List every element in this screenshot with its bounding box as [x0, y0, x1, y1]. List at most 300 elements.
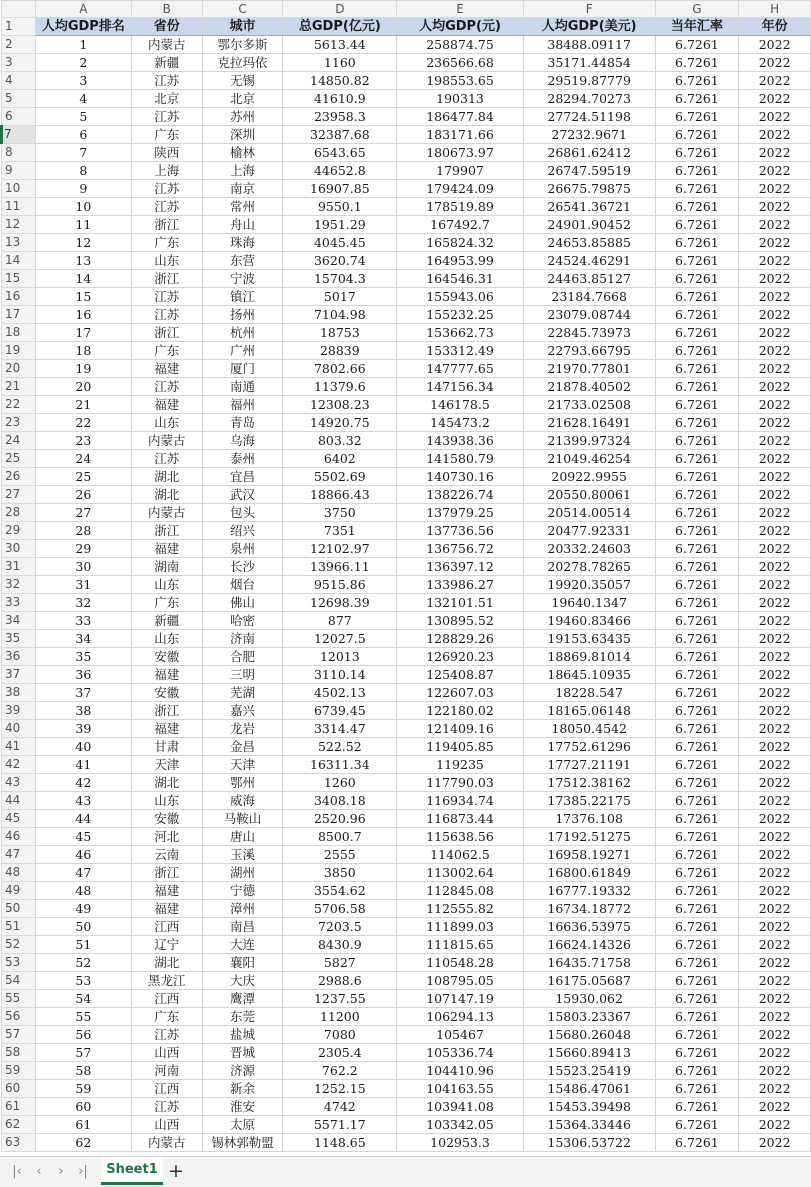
row-number[interactable]: 11 [2, 198, 36, 216]
cell-gdp-per-capita-usd[interactable]: 26675.79875 [523, 180, 655, 198]
cell-province[interactable]: 山西 [131, 1116, 202, 1134]
row-number[interactable]: 43 [2, 774, 36, 792]
cell-rank[interactable]: 44 [35, 810, 131, 828]
cell-province[interactable]: 福建 [131, 540, 202, 558]
cell-gdp-per-capita-usd[interactable]: 17512.38162 [523, 774, 655, 792]
cell-gdp-per-capita-cny[interactable]: 104410.96 [397, 1062, 524, 1080]
cell-rank[interactable]: 15 [35, 288, 131, 306]
cell-city[interactable]: 大庆 [202, 972, 283, 990]
cell-exchange-rate[interactable]: 6.7261 [655, 306, 739, 324]
cell-gdp-per-capita-cny[interactable]: 141580.79 [397, 450, 524, 468]
cell-exchange-rate[interactable]: 6.7261 [655, 738, 739, 756]
row-number[interactable]: 1 [2, 18, 36, 36]
row-number[interactable]: 38 [2, 684, 36, 702]
row-number[interactable]: 12 [2, 216, 36, 234]
cell-gdp-per-capita-cny[interactable]: 133986.27 [397, 576, 524, 594]
cell-total-gdp[interactable]: 522.52 [283, 738, 397, 756]
cell-gdp-per-capita-cny[interactable]: 178519.89 [397, 198, 524, 216]
cell-exchange-rate[interactable]: 6.7261 [655, 630, 739, 648]
cell-city[interactable]: 济源 [202, 1062, 283, 1080]
cell-gdp-per-capita-cny[interactable]: 117790.03 [397, 774, 524, 792]
cell-rank[interactable]: 2 [35, 54, 131, 72]
cell-total-gdp[interactable]: 9515.86 [283, 576, 397, 594]
cell-total-gdp[interactable]: 15704.3 [283, 270, 397, 288]
cell-gdp-per-capita-usd[interactable]: 15930.062 [523, 990, 655, 1008]
cell-total-gdp[interactable]: 3314.47 [283, 720, 397, 738]
cell-year[interactable]: 2022 [739, 342, 811, 360]
cell-gdp-per-capita-usd[interactable]: 21878.40502 [523, 378, 655, 396]
cell-year[interactable]: 2022 [739, 144, 811, 162]
row-number[interactable]: 62 [2, 1116, 36, 1134]
cell-city[interactable]: 马鞍山 [202, 810, 283, 828]
cell-province[interactable]: 湖北 [131, 954, 202, 972]
cell-year[interactable]: 2022 [739, 306, 811, 324]
cell-year[interactable]: 2022 [739, 702, 811, 720]
cell-total-gdp[interactable]: 5613.44 [283, 36, 397, 54]
cell-city[interactable]: 东莞 [202, 1008, 283, 1026]
cell-city[interactable]: 济南 [202, 630, 283, 648]
cell-rank[interactable]: 54 [35, 990, 131, 1008]
cell-province[interactable]: 江西 [131, 1080, 202, 1098]
cell-province[interactable]: 陕西 [131, 144, 202, 162]
cell-province[interactable]: 天津 [131, 756, 202, 774]
cell-total-gdp[interactable]: 12102.97 [283, 540, 397, 558]
cell-province[interactable]: 江苏 [131, 108, 202, 126]
cell-gdp-per-capita-usd[interactable]: 18228.547 [523, 684, 655, 702]
cell-province[interactable]: 广东 [131, 1008, 202, 1026]
prev-sheet-icon[interactable]: ‹ [36, 1164, 42, 1179]
row-number[interactable]: 41 [2, 738, 36, 756]
cell-total-gdp[interactable]: 5017 [283, 288, 397, 306]
last-sheet-icon[interactable]: ›| [78, 1164, 88, 1179]
cell-gdp-per-capita-usd[interactable]: 17752.61296 [523, 738, 655, 756]
cell-province[interactable]: 广东 [131, 234, 202, 252]
cell-city[interactable]: 长沙 [202, 558, 283, 576]
cell-city[interactable]: 佛山 [202, 594, 283, 612]
cell-gdp-per-capita-cny[interactable]: 110548.28 [397, 954, 524, 972]
cell-gdp-per-capita-usd[interactable]: 16435.71758 [523, 954, 655, 972]
cell-exchange-rate[interactable]: 6.7261 [655, 918, 739, 936]
cell-city[interactable]: 宁德 [202, 882, 283, 900]
row-number[interactable]: 20 [2, 360, 36, 378]
row-number[interactable]: 36 [2, 648, 36, 666]
cell-gdp-per-capita-usd[interactable]: 18645.10935 [523, 666, 655, 684]
cell-total-gdp[interactable]: 2305.4 [283, 1044, 397, 1062]
row-number[interactable]: 26 [2, 468, 36, 486]
cell-gdp-per-capita-cny[interactable]: 122607.03 [397, 684, 524, 702]
row-number[interactable]: 13 [2, 234, 36, 252]
cell-province[interactable]: 辽宁 [131, 936, 202, 954]
cell-rank[interactable]: 20 [35, 378, 131, 396]
cell-city[interactable]: 宜昌 [202, 468, 283, 486]
cell-total-gdp[interactable]: 18866.43 [283, 486, 397, 504]
cell-gdp-per-capita-cny[interactable]: 121409.16 [397, 720, 524, 738]
cell-total-gdp[interactable]: 8500.7 [283, 828, 397, 846]
cell-gdp-per-capita-usd[interactable]: 29519.87779 [523, 72, 655, 90]
cell-gdp-per-capita-cny[interactable]: 130895.52 [397, 612, 524, 630]
cell-city[interactable]: 绍兴 [202, 522, 283, 540]
row-number[interactable]: 34 [2, 612, 36, 630]
column-header-b[interactable]: B [131, 1, 202, 18]
cell-city[interactable]: 扬州 [202, 306, 283, 324]
cell-gdp-per-capita-cny[interactable]: 126920.23 [397, 648, 524, 666]
cell-total-gdp[interactable]: 803.32 [283, 432, 397, 450]
cell-total-gdp[interactable]: 877 [283, 612, 397, 630]
cell-rank[interactable]: 31 [35, 576, 131, 594]
cell-total-gdp[interactable]: 12013 [283, 648, 397, 666]
cell-province[interactable]: 山东 [131, 630, 202, 648]
cell-gdp-per-capita-usd[interactable]: 20922.9955 [523, 468, 655, 486]
cell-gdp-per-capita-usd[interactable]: 26747.59519 [523, 162, 655, 180]
cell-year[interactable]: 2022 [739, 1080, 811, 1098]
cell-city[interactable]: 北京 [202, 90, 283, 108]
cell-rank[interactable]: 27 [35, 504, 131, 522]
cell-rank[interactable]: 40 [35, 738, 131, 756]
cell-total-gdp[interactable]: 4502.13 [283, 684, 397, 702]
cell-gdp-per-capita-usd[interactable]: 38488.09117 [523, 36, 655, 54]
cell-gdp-per-capita-usd[interactable]: 15486.47061 [523, 1080, 655, 1098]
row-number[interactable]: 27 [2, 486, 36, 504]
cell-exchange-rate[interactable]: 6.7261 [655, 90, 739, 108]
cell-rank[interactable]: 18 [35, 342, 131, 360]
cell-gdp-per-capita-cny[interactable]: 137736.56 [397, 522, 524, 540]
cell-total-gdp[interactable]: 4742 [283, 1098, 397, 1116]
cell-gdp-per-capita-cny[interactable]: 137979.25 [397, 504, 524, 522]
cell-gdp-per-capita-usd[interactable]: 15306.53722 [523, 1134, 655, 1152]
cell-rank[interactable]: 19 [35, 360, 131, 378]
row-number[interactable]: 59 [2, 1062, 36, 1080]
cell-exchange-rate[interactable]: 6.7261 [655, 1008, 739, 1026]
cell-total-gdp[interactable]: 1252.15 [283, 1080, 397, 1098]
cell-city[interactable]: 南通 [202, 378, 283, 396]
cell-gdp-per-capita-cny[interactable]: 119405.85 [397, 738, 524, 756]
cell-exchange-rate[interactable]: 6.7261 [655, 954, 739, 972]
cell-city[interactable]: 南京 [202, 180, 283, 198]
cell-total-gdp[interactable]: 32387.68 [283, 126, 397, 144]
cell-year[interactable]: 2022 [739, 504, 811, 522]
cell-total-gdp[interactable]: 18753 [283, 324, 397, 342]
cell-gdp-per-capita-cny[interactable]: 103941.08 [397, 1098, 524, 1116]
cell-gdp-per-capita-cny[interactable]: 146178.5 [397, 396, 524, 414]
cell-province[interactable]: 浙江 [131, 702, 202, 720]
cell-rank[interactable]: 25 [35, 468, 131, 486]
cell-total-gdp[interactable]: 3850 [283, 864, 397, 882]
cell-gdp-per-capita-usd[interactable]: 20332.24603 [523, 540, 655, 558]
cell-total-gdp[interactable]: 7802.66 [283, 360, 397, 378]
cell-rank[interactable]: 28 [35, 522, 131, 540]
row-number[interactable]: 63 [2, 1134, 36, 1152]
cell-exchange-rate[interactable]: 6.7261 [655, 684, 739, 702]
cell-province[interactable]: 福建 [131, 666, 202, 684]
cell-exchange-rate[interactable]: 6.7261 [655, 936, 739, 954]
row-number[interactable]: 2 [2, 36, 36, 54]
cell-gdp-per-capita-usd[interactable]: 19640.1347 [523, 594, 655, 612]
row-number[interactable]: 9 [2, 162, 36, 180]
header-cell-year[interactable]: 年份 [739, 18, 811, 36]
cell-gdp-per-capita-cny[interactable]: 115638.56 [397, 828, 524, 846]
cell-gdp-per-capita-cny[interactable]: 112845.08 [397, 882, 524, 900]
cell-gdp-per-capita-usd[interactable]: 28294.70273 [523, 90, 655, 108]
cell-rank[interactable]: 17 [35, 324, 131, 342]
row-number[interactable]: 28 [2, 504, 36, 522]
column-header-d[interactable]: D [283, 1, 397, 18]
cell-exchange-rate[interactable]: 6.7261 [655, 72, 739, 90]
cell-exchange-rate[interactable]: 6.7261 [655, 720, 739, 738]
cell-province[interactable]: 湖北 [131, 486, 202, 504]
cell-city[interactable]: 淮安 [202, 1098, 283, 1116]
cell-gdp-per-capita-usd[interactable]: 17727.21191 [523, 756, 655, 774]
cell-province[interactable]: 浙江 [131, 270, 202, 288]
cell-exchange-rate[interactable]: 6.7261 [655, 252, 739, 270]
cell-city[interactable]: 上海 [202, 162, 283, 180]
cell-year[interactable]: 2022 [739, 378, 811, 396]
cell-city[interactable]: 泉州 [202, 540, 283, 558]
cell-province[interactable]: 福建 [131, 720, 202, 738]
cell-exchange-rate[interactable]: 6.7261 [655, 1026, 739, 1044]
cell-gdp-per-capita-usd[interactable]: 22793.66795 [523, 342, 655, 360]
cell-total-gdp[interactable]: 1160 [283, 54, 397, 72]
cell-gdp-per-capita-usd[interactable]: 24901.90452 [523, 216, 655, 234]
row-number[interactable]: 17 [2, 306, 36, 324]
cell-total-gdp[interactable]: 5571.17 [283, 1116, 397, 1134]
cell-total-gdp[interactable]: 6739.45 [283, 702, 397, 720]
cell-total-gdp[interactable]: 44652.8 [283, 162, 397, 180]
cell-city[interactable]: 珠海 [202, 234, 283, 252]
cell-total-gdp[interactable]: 1260 [283, 774, 397, 792]
cell-total-gdp[interactable]: 5502.69 [283, 468, 397, 486]
row-number[interactable]: 54 [2, 972, 36, 990]
select-all-corner[interactable] [2, 1, 36, 18]
cell-province[interactable]: 江苏 [131, 198, 202, 216]
cell-rank[interactable]: 38 [35, 702, 131, 720]
cell-rank[interactable]: 55 [35, 1008, 131, 1026]
cell-exchange-rate[interactable]: 6.7261 [655, 846, 739, 864]
cell-year[interactable]: 2022 [739, 1026, 811, 1044]
cell-city[interactable]: 宁波 [202, 270, 283, 288]
cell-exchange-rate[interactable]: 6.7261 [655, 1098, 739, 1116]
cell-gdp-per-capita-cny[interactable]: 132101.51 [397, 594, 524, 612]
row-number[interactable]: 22 [2, 396, 36, 414]
row-number[interactable]: 45 [2, 810, 36, 828]
cell-rank[interactable]: 30 [35, 558, 131, 576]
cell-province[interactable]: 内蒙古 [131, 432, 202, 450]
cell-province[interactable]: 江西 [131, 990, 202, 1008]
cell-exchange-rate[interactable]: 6.7261 [655, 1062, 739, 1080]
column-header-a[interactable]: A [35, 1, 131, 18]
cell-city[interactable]: 襄阳 [202, 954, 283, 972]
row-number[interactable]: 46 [2, 828, 36, 846]
row-number[interactable]: 37 [2, 666, 36, 684]
cell-rank[interactable]: 1 [35, 36, 131, 54]
cell-exchange-rate[interactable]: 6.7261 [655, 342, 739, 360]
cell-rank[interactable]: 4 [35, 90, 131, 108]
cell-exchange-rate[interactable]: 6.7261 [655, 414, 739, 432]
cell-exchange-rate[interactable]: 6.7261 [655, 288, 739, 306]
cell-total-gdp[interactable]: 5827 [283, 954, 397, 972]
cell-exchange-rate[interactable]: 6.7261 [655, 882, 739, 900]
cell-exchange-rate[interactable]: 6.7261 [655, 234, 739, 252]
cell-year[interactable]: 2022 [739, 162, 811, 180]
cell-gdp-per-capita-usd[interactable]: 26541.36721 [523, 198, 655, 216]
cell-rank[interactable]: 50 [35, 918, 131, 936]
cell-city[interactable]: 深圳 [202, 126, 283, 144]
cell-rank[interactable]: 41 [35, 756, 131, 774]
cell-total-gdp[interactable]: 5706.58 [283, 900, 397, 918]
cell-city[interactable]: 威海 [202, 792, 283, 810]
cell-city[interactable]: 鄂尔多斯 [202, 36, 283, 54]
cell-total-gdp[interactable]: 3750 [283, 504, 397, 522]
cell-exchange-rate[interactable]: 6.7261 [655, 270, 739, 288]
cell-year[interactable]: 2022 [739, 468, 811, 486]
cell-province[interactable]: 黑龙江 [131, 972, 202, 990]
cell-exchange-rate[interactable]: 6.7261 [655, 378, 739, 396]
cell-total-gdp[interactable]: 41610.9 [283, 90, 397, 108]
cell-city[interactable]: 鹰潭 [202, 990, 283, 1008]
cell-rank[interactable]: 59 [35, 1080, 131, 1098]
first-sheet-icon[interactable]: |‹ [12, 1164, 22, 1179]
cell-gdp-per-capita-cny[interactable]: 111815.65 [397, 936, 524, 954]
cell-total-gdp[interactable]: 14850.82 [283, 72, 397, 90]
cell-province[interactable]: 福建 [131, 396, 202, 414]
cell-gdp-per-capita-usd[interactable]: 24463.85127 [523, 270, 655, 288]
row-number[interactable]: 10 [2, 180, 36, 198]
cell-exchange-rate[interactable]: 6.7261 [655, 774, 739, 792]
header-cell-exchange-rate[interactable]: 当年汇率 [655, 18, 739, 36]
cell-gdp-per-capita-usd[interactable]: 19920.35057 [523, 576, 655, 594]
row-number[interactable]: 14 [2, 252, 36, 270]
row-number[interactable]: 24 [2, 432, 36, 450]
cell-city[interactable]: 包头 [202, 504, 283, 522]
cell-city[interactable]: 烟台 [202, 576, 283, 594]
cell-gdp-per-capita-cny[interactable]: 140730.16 [397, 468, 524, 486]
cell-year[interactable]: 2022 [739, 54, 811, 72]
cell-province[interactable]: 浙江 [131, 522, 202, 540]
cell-gdp-per-capita-cny[interactable]: 105467 [397, 1026, 524, 1044]
cell-gdp-per-capita-cny[interactable]: 112555.82 [397, 900, 524, 918]
cell-year[interactable]: 2022 [739, 288, 811, 306]
row-number[interactable]: 61 [2, 1098, 36, 1116]
cell-year[interactable]: 2022 [739, 810, 811, 828]
cell-gdp-per-capita-cny[interactable]: 183171.66 [397, 126, 524, 144]
cell-gdp-per-capita-usd[interactable]: 18869.81014 [523, 648, 655, 666]
cell-city[interactable]: 武汉 [202, 486, 283, 504]
cell-gdp-per-capita-cny[interactable]: 180673.97 [397, 144, 524, 162]
cell-exchange-rate[interactable]: 6.7261 [655, 612, 739, 630]
cell-total-gdp[interactable]: 12027.5 [283, 630, 397, 648]
cell-year[interactable]: 2022 [739, 846, 811, 864]
cell-city[interactable]: 嘉兴 [202, 702, 283, 720]
row-number[interactable]: 57 [2, 1026, 36, 1044]
cell-gdp-per-capita-cny[interactable]: 104163.55 [397, 1080, 524, 1098]
header-cell-gdp-per-capita-usd[interactable]: 人均GDP(美元) [523, 18, 655, 36]
header-cell-city[interactable]: 城市 [202, 18, 283, 36]
cell-province[interactable]: 山东 [131, 252, 202, 270]
cell-total-gdp[interactable]: 3554.62 [283, 882, 397, 900]
cell-rank[interactable]: 39 [35, 720, 131, 738]
cell-province[interactable]: 福建 [131, 360, 202, 378]
cell-year[interactable]: 2022 [739, 1116, 811, 1134]
cell-province[interactable]: 江苏 [131, 72, 202, 90]
cell-exchange-rate[interactable]: 6.7261 [655, 162, 739, 180]
cell-year[interactable]: 2022 [739, 1098, 811, 1116]
cell-total-gdp[interactable]: 6543.65 [283, 144, 397, 162]
cell-exchange-rate[interactable]: 6.7261 [655, 648, 739, 666]
cell-gdp-per-capita-cny[interactable]: 153312.49 [397, 342, 524, 360]
cell-total-gdp[interactable]: 11200 [283, 1008, 397, 1026]
cell-year[interactable]: 2022 [739, 36, 811, 54]
cell-gdp-per-capita-cny[interactable]: 102953.3 [397, 1134, 524, 1152]
cell-province[interactable]: 山东 [131, 792, 202, 810]
cell-city[interactable]: 东营 [202, 252, 283, 270]
cell-city[interactable]: 广州 [202, 342, 283, 360]
cell-gdp-per-capita-usd[interactable]: 24524.46291 [523, 252, 655, 270]
cell-year[interactable]: 2022 [739, 918, 811, 936]
cell-city[interactable]: 大连 [202, 936, 283, 954]
cell-rank[interactable]: 49 [35, 900, 131, 918]
cell-exchange-rate[interactable]: 6.7261 [655, 54, 739, 72]
cell-exchange-rate[interactable]: 6.7261 [655, 990, 739, 1008]
cell-gdp-per-capita-usd[interactable]: 16958.19271 [523, 846, 655, 864]
cell-year[interactable]: 2022 [739, 198, 811, 216]
cell-year[interactable]: 2022 [739, 108, 811, 126]
cell-exchange-rate[interactable]: 6.7261 [655, 504, 739, 522]
cell-rank[interactable]: 47 [35, 864, 131, 882]
row-number[interactable]: 56 [2, 1008, 36, 1026]
cell-gdp-per-capita-cny[interactable]: 116873.44 [397, 810, 524, 828]
cell-total-gdp[interactable]: 3110.14 [283, 666, 397, 684]
cell-city[interactable]: 舟山 [202, 216, 283, 234]
cell-gdp-per-capita-usd[interactable]: 19460.83466 [523, 612, 655, 630]
cell-rank[interactable]: 21 [35, 396, 131, 414]
cell-city[interactable]: 榆林 [202, 144, 283, 162]
cell-year[interactable]: 2022 [739, 72, 811, 90]
cell-total-gdp[interactable]: 1237.55 [283, 990, 397, 1008]
cell-city[interactable]: 漳州 [202, 900, 283, 918]
cell-gdp-per-capita-cny[interactable]: 258874.75 [397, 36, 524, 54]
cell-province[interactable]: 安徽 [131, 810, 202, 828]
cell-province[interactable]: 广东 [131, 342, 202, 360]
cell-gdp-per-capita-cny[interactable]: 167492.7 [397, 216, 524, 234]
cell-city[interactable]: 苏州 [202, 108, 283, 126]
cell-year[interactable]: 2022 [739, 558, 811, 576]
cell-exchange-rate[interactable]: 6.7261 [655, 900, 739, 918]
cell-gdp-per-capita-usd[interactable]: 35171.44854 [523, 54, 655, 72]
cell-exchange-rate[interactable]: 6.7261 [655, 126, 739, 144]
cell-exchange-rate[interactable]: 6.7261 [655, 792, 739, 810]
cell-rank[interactable]: 36 [35, 666, 131, 684]
cell-province[interactable]: 山东 [131, 414, 202, 432]
cell-city[interactable]: 龙岩 [202, 720, 283, 738]
cell-gdp-per-capita-usd[interactable]: 21628.16491 [523, 414, 655, 432]
row-number[interactable]: 18 [2, 324, 36, 342]
cell-total-gdp[interactable]: 7351 [283, 522, 397, 540]
cell-rank[interactable]: 48 [35, 882, 131, 900]
cell-city[interactable]: 南昌 [202, 918, 283, 936]
cell-province[interactable]: 新疆 [131, 54, 202, 72]
cell-rank[interactable]: 33 [35, 612, 131, 630]
cell-rank[interactable]: 60 [35, 1098, 131, 1116]
cell-total-gdp[interactable]: 12308.23 [283, 396, 397, 414]
row-number[interactable]: 23 [2, 414, 36, 432]
cell-province[interactable]: 云南 [131, 846, 202, 864]
cell-gdp-per-capita-cny[interactable]: 143938.36 [397, 432, 524, 450]
cell-exchange-rate[interactable]: 6.7261 [655, 972, 739, 990]
cell-total-gdp[interactable]: 1148.65 [283, 1134, 397, 1152]
row-number[interactable]: 52 [2, 936, 36, 954]
cell-total-gdp[interactable]: 14920.75 [283, 414, 397, 432]
cell-total-gdp[interactable]: 16311.34 [283, 756, 397, 774]
cell-gdp-per-capita-cny[interactable]: 138226.74 [397, 486, 524, 504]
